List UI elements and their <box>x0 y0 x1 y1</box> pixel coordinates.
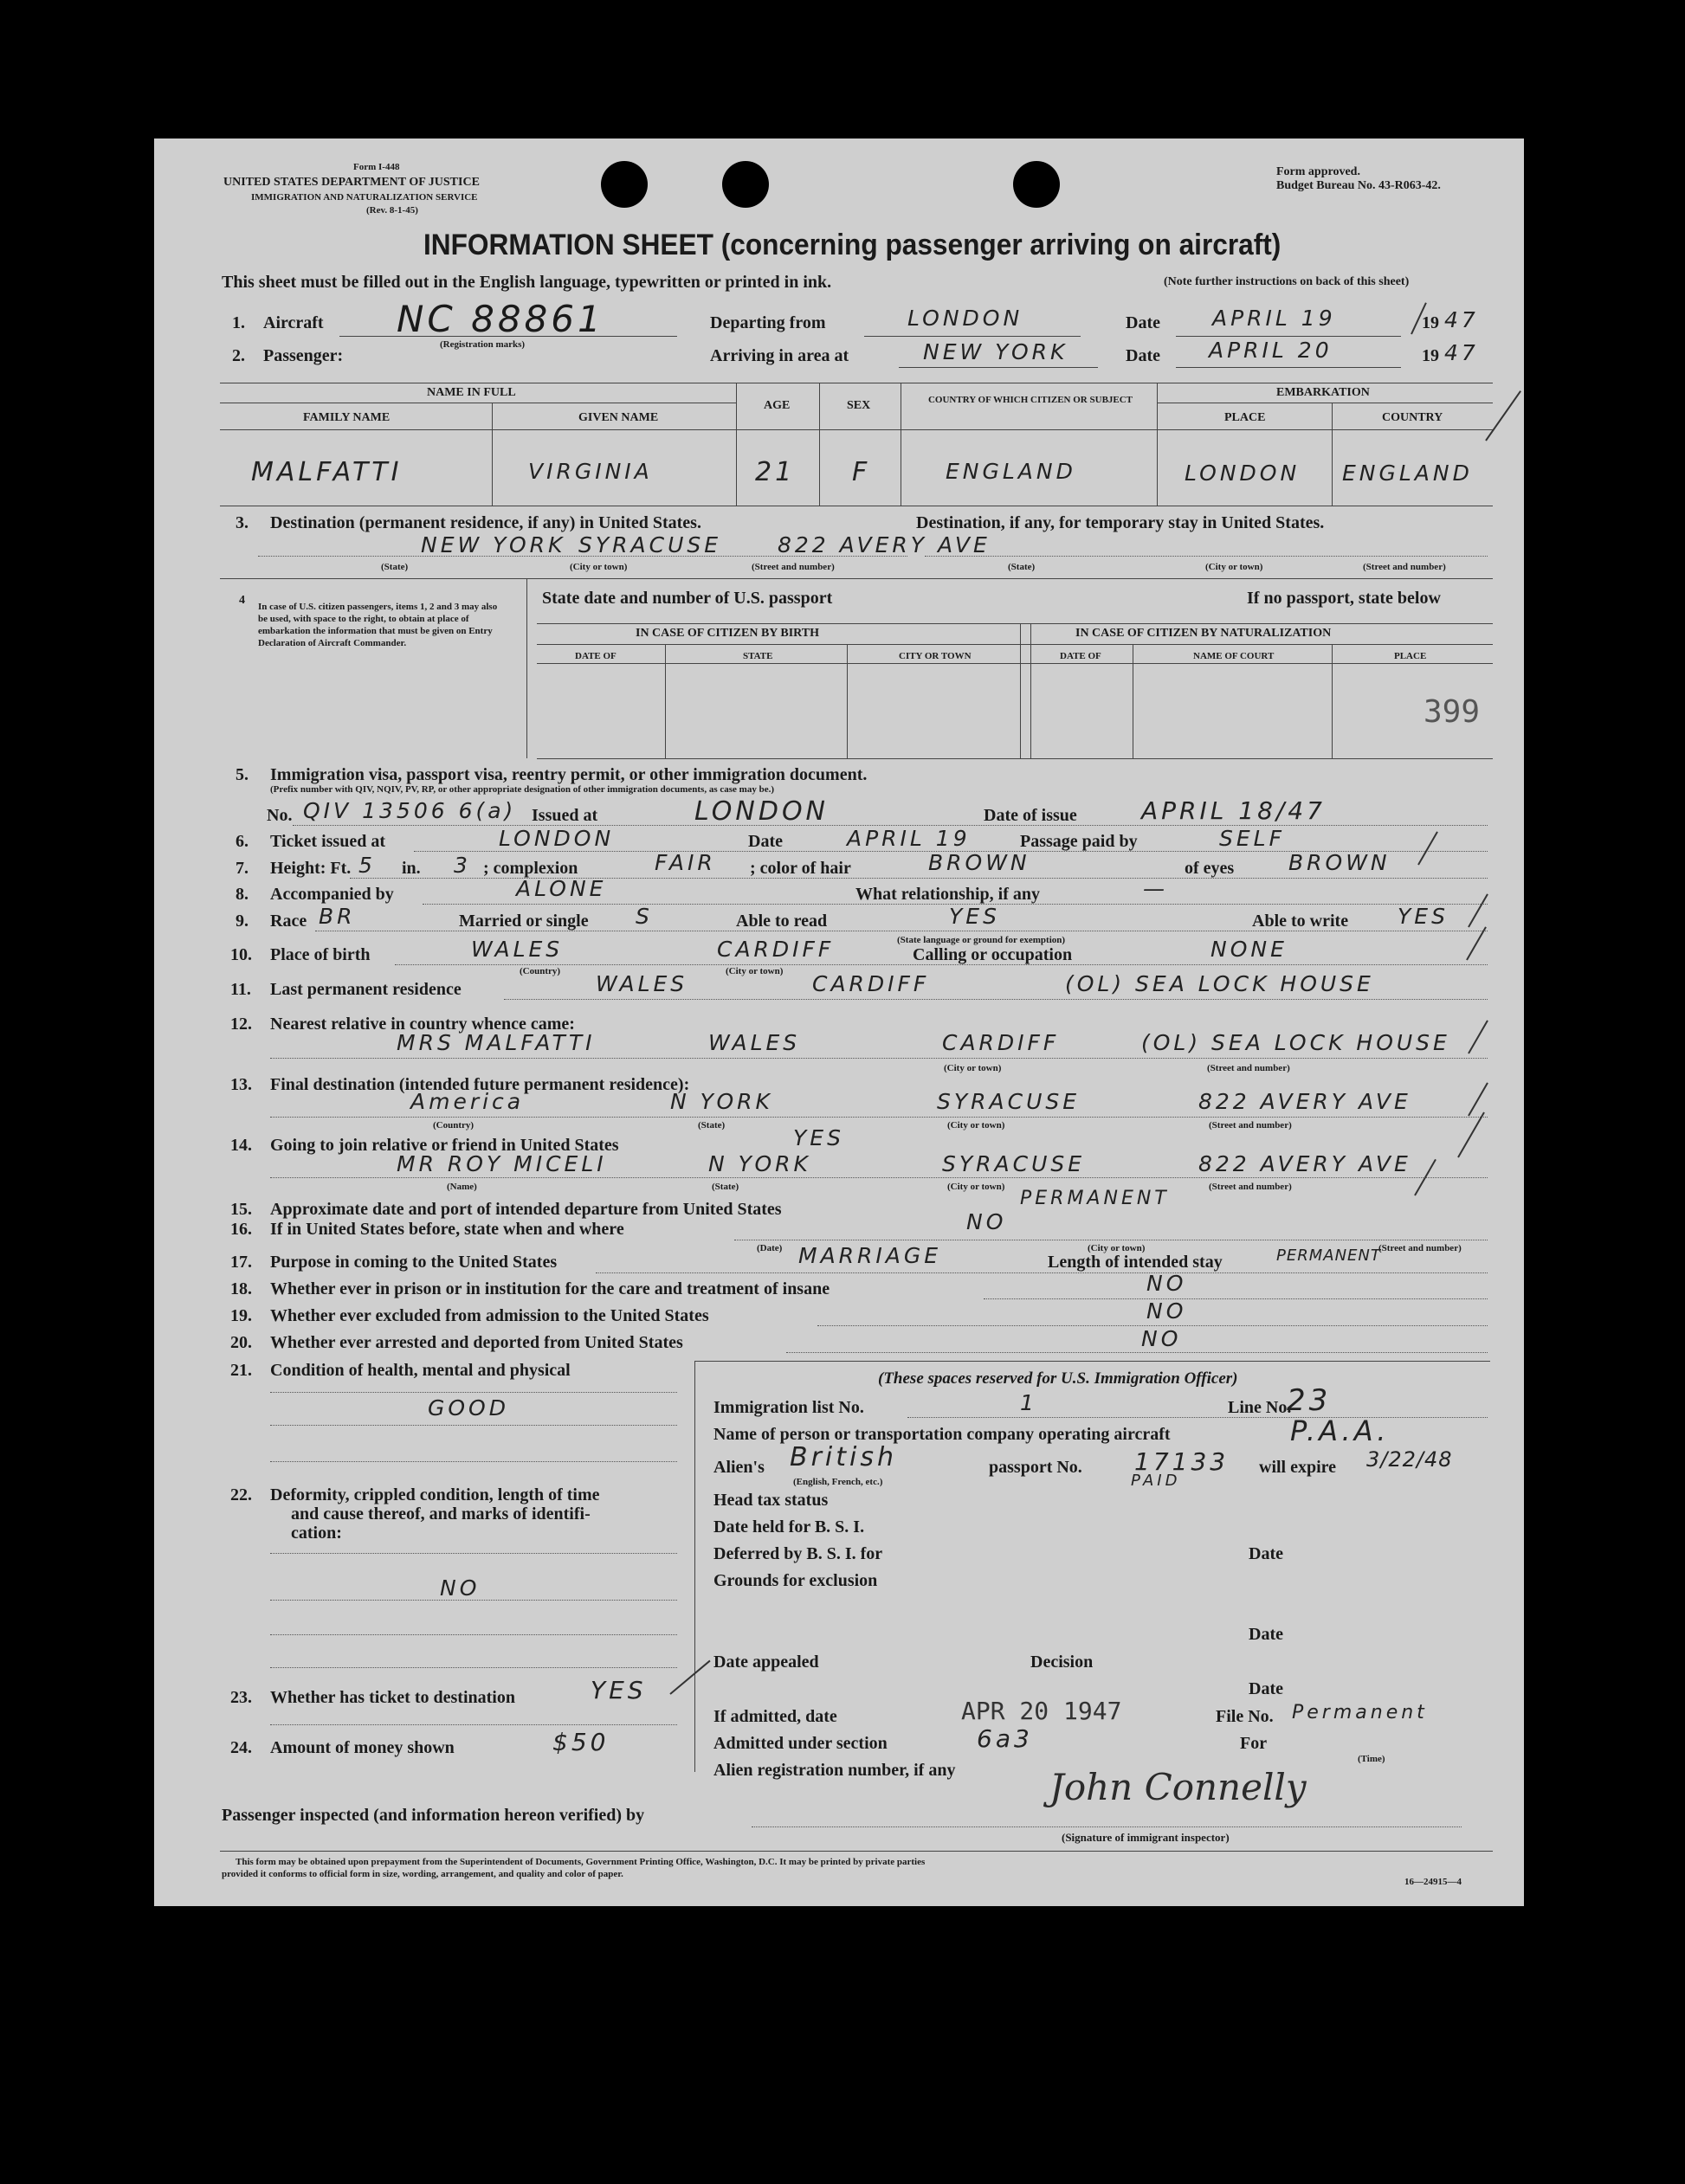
citizen-by-birth-header: IN CASE OF CITIZEN BY BIRTH <box>636 627 820 640</box>
deformity-label-3: cation: <box>291 1524 342 1543</box>
departure-value: PERMANENT <box>1020 1188 1170 1209</box>
expire-label: will expire <box>1259 1458 1337 1477</box>
line <box>984 1298 1488 1299</box>
inches-label: in. <box>402 859 421 878</box>
join-relative-yes: YES <box>793 1125 844 1150</box>
check-mark <box>1457 1112 1485 1158</box>
relative-street: (OL) SEA LOCK HOUSE <box>1141 1030 1450 1055</box>
caption-street: (Street and number) <box>752 562 835 572</box>
arrive-date-underline <box>1176 367 1401 368</box>
file-no-label: File No. <box>1216 1707 1274 1726</box>
fine-print-2: provided it conforms to official form in size, wording, arrangement, and quality and color of paper. <box>222 1869 623 1879</box>
destination-label: Destination (permanent residence, if any) in United States. <box>270 513 701 532</box>
line <box>270 1553 677 1554</box>
section-label: Admitted under section <box>713 1734 888 1753</box>
caption-country: (Country) <box>520 966 561 976</box>
departing-underline <box>864 336 1081 337</box>
temp-dest-line <box>925 556 1488 557</box>
deformity-value: NO <box>440 1575 481 1601</box>
friend-city: SYRACUSE <box>942 1151 1086 1176</box>
place-header: PLACE <box>1224 411 1266 424</box>
dest-city: SYRACUSE <box>578 532 722 557</box>
reg-marks-caption: (Registration marks) <box>440 339 526 350</box>
section4-subhead <box>537 644 1493 645</box>
line <box>504 999 1488 1000</box>
passport-label: passport No. <box>989 1458 1082 1477</box>
ticket-date-label: Date <box>748 832 783 851</box>
line <box>270 1634 677 1635</box>
arrive-date-value: APRIL 20 <box>1209 338 1333 363</box>
item-number: 10. <box>230 945 252 964</box>
time-caption: (Time) <box>1358 1754 1385 1764</box>
us-passport-label: State date and number of U.S. passport <box>542 589 833 608</box>
table-col-divider <box>492 403 493 506</box>
ticket-date-value: APRIL 19 <box>847 826 971 851</box>
caption-street: (Street and number) <box>1378 1243 1462 1253</box>
married-label: Married or single <box>459 912 589 931</box>
last-residence-label: Last permanent residence <box>270 980 462 999</box>
line <box>395 964 1488 965</box>
file-no-value: Permanent <box>1292 1702 1428 1723</box>
purpose-value: MARRIAGE <box>798 1243 942 1268</box>
final-city: SYRACUSE <box>937 1089 1081 1114</box>
complexion-label: ; complexion <box>483 859 578 878</box>
aircraft-label: Aircraft <box>263 313 324 332</box>
section4-col <box>1030 623 1031 758</box>
date-label: Date <box>1126 346 1160 365</box>
item-number: 22. <box>230 1485 252 1504</box>
passport-paid: PAID <box>1131 1472 1181 1490</box>
aircraft-value: NC 88861 <box>397 298 604 340</box>
item-number: 1. <box>232 313 245 332</box>
table-col-divider <box>819 383 820 506</box>
passage-paid-label: Passage paid by <box>1020 832 1138 851</box>
item-number: 2. <box>232 346 245 365</box>
deferred-date-label: Date <box>1249 1544 1283 1563</box>
height-inches: 3 <box>454 853 471 878</box>
item-number: 19. <box>230 1306 252 1325</box>
punch-hole-center <box>722 161 769 208</box>
sex-header: SEX <box>847 399 871 412</box>
item-number: 14. <box>230 1136 252 1155</box>
caption-street: (Street and number) <box>1209 1120 1292 1131</box>
form-number: Form I-448 <box>353 162 400 172</box>
court-header: NAME OF COURT <box>1193 651 1275 661</box>
footer-rule <box>220 1851 1493 1852</box>
caption-name: (Name) <box>447 1182 477 1192</box>
relative-country: WALES <box>708 1030 801 1055</box>
citizen-by-naturalization-header: IN CASE OF CITIZEN BY NATURALIZATION <box>1075 627 1332 640</box>
caption-city: (City or town) <box>726 966 784 976</box>
final-street: 822 AVERY AVE <box>1198 1089 1411 1114</box>
section4-bottom <box>537 758 1493 759</box>
inspected-by-label: Passenger inspected (and information hereon verified) by <box>222 1806 645 1825</box>
item-number: 13. <box>230 1075 252 1094</box>
held-bsi-label: Date held for B. S. I. <box>713 1517 865 1537</box>
date-of-issue-value: APRIL 18/47 <box>1141 796 1326 825</box>
caption-city: (City or town) <box>1088 1243 1146 1253</box>
section4-col <box>847 644 848 758</box>
height-label: Height: Ft. <box>270 859 352 878</box>
item-number: 23. <box>230 1688 252 1707</box>
signature-caption: (Signature of immigrant inspector) <box>1062 1831 1230 1844</box>
item-number: 9. <box>236 912 249 931</box>
deferred-label: Deferred by B. S. I. for <box>713 1544 883 1563</box>
inspector-signature: John Connelly <box>1049 1766 1307 1808</box>
write-value: YES <box>1398 904 1449 929</box>
previous-visit-label: If in United States before, state when and where <box>270 1220 624 1239</box>
grounds-date-label: Date <box>1249 1625 1283 1644</box>
grounds-label: Grounds for exclusion <box>713 1571 878 1590</box>
item-number: 7. <box>236 859 249 878</box>
final-destination-label: Final destination (intended future permanent residence): <box>270 1075 690 1094</box>
arriving-value: NEW YORK <box>923 339 1068 364</box>
previous-visit-value: NO <box>966 1209 1007 1234</box>
deformity-label-1: Deformity, crippled condition, length of time <box>270 1485 600 1504</box>
friend-street: 822 AVERY AVE <box>1198 1151 1411 1176</box>
issued-at-label: Issued at <box>532 806 598 825</box>
caption-state: (State) <box>712 1182 739 1192</box>
section4-head <box>537 623 1493 624</box>
stamped-number: 399 <box>1424 694 1481 730</box>
punch-hole-right <box>1013 161 1060 208</box>
line <box>270 1117 1488 1118</box>
money-value: $50 <box>552 1728 610 1756</box>
item-number: 4 <box>239 594 245 607</box>
caption-country: (Country) <box>433 1120 475 1131</box>
alien-caption: (English, French, etc.) <box>793 1477 883 1487</box>
item-number: 24. <box>230 1738 252 1757</box>
friend-state: N YORK <box>708 1151 811 1176</box>
occupation-value: NONE <box>1210 937 1288 962</box>
check-mark <box>1468 1082 1488 1116</box>
instructions-note: (Note further instructions on back of this sheet) <box>1164 275 1410 288</box>
dest-state: NEW YORK <box>421 532 566 557</box>
check-mark <box>1468 893 1488 927</box>
purpose-label: Purpose in coming to the United States <box>270 1253 558 1272</box>
subtitle: This sheet must be filled out in the English language, typewritten or printed in ink. <box>222 273 832 292</box>
admitted-label: If admitted, date <box>713 1707 837 1726</box>
birth-city: CARDIFF <box>717 937 835 962</box>
caption-state: (State) <box>381 562 409 572</box>
last-residence-city: CARDIFF <box>812 971 930 996</box>
accompanied-label: Accompanied by <box>270 885 394 904</box>
birth-place-label: Place of birth <box>270 945 371 964</box>
alien-label: Alien's <box>713 1458 765 1477</box>
appealed-label: Date appealed <box>713 1652 819 1672</box>
friend-name: MR ROY MICELI <box>397 1151 607 1176</box>
depart-year: 47 <box>1444 307 1479 332</box>
caption-street: (Street and number) <box>1209 1182 1292 1192</box>
item-number: 11. <box>230 980 251 999</box>
caption-street: (Street and number) <box>1363 562 1446 572</box>
caption-city: (City or town) <box>947 1120 1005 1131</box>
date-of-issue-label: Date of issue <box>984 806 1077 825</box>
country2-header: COUNTRY <box>1382 411 1443 424</box>
service: IMMIGRATION AND NATURALIZATION SERVICE <box>251 192 478 203</box>
embarkation-header: EMBARKATION <box>1276 386 1370 399</box>
complexion-value: FAIR <box>655 850 716 875</box>
item-number: 20. <box>230 1333 252 1352</box>
form-sheet <box>154 139 1524 1906</box>
section4-col <box>665 644 666 758</box>
section4-top <box>220 578 1493 579</box>
prison-label: Whether ever in prison or in institution for the care and treatment of insane <box>270 1279 830 1298</box>
line <box>270 1600 677 1601</box>
excluded-value: NO <box>1146 1298 1187 1324</box>
passport-value: 17133 <box>1134 1447 1230 1476</box>
temp-destination-label: Destination, if any, for temporary stay in United States. <box>916 513 1325 532</box>
table-col-divider <box>1157 383 1158 506</box>
line <box>270 1724 677 1725</box>
join-relative-label: Going to join relative or friend in United States <box>270 1136 619 1155</box>
line-no-label: Line No. <box>1228 1398 1292 1417</box>
race-label: Race <box>270 912 307 931</box>
table-header-bottom <box>220 429 1493 430</box>
ticket-destination-label: Whether has ticket to destination <box>270 1688 515 1707</box>
admitted-stamp: APR 20 1947 <box>961 1697 1122 1725</box>
doc-number-value: QIV 13506 6(a) <box>303 798 517 823</box>
deformity-label-2: and cause thereof, and marks of identifi- <box>291 1504 591 1524</box>
final-country: America <box>410 1089 525 1114</box>
sex-value: F <box>852 457 871 487</box>
issued-at-value: LONDON <box>694 796 830 827</box>
read-value: YES <box>949 904 1000 929</box>
age-header: AGE <box>764 399 791 412</box>
item-number: 5. <box>236 765 249 784</box>
decision-label: Decision <box>1030 1652 1094 1672</box>
form-code: 16—24915—4 <box>1404 1877 1462 1887</box>
ticket-issued-value: LONDON <box>499 826 615 851</box>
date-of-header: DATE OF <box>1060 651 1101 661</box>
department: UNITED STATES DEPARTMENT OF JUSTICE <box>223 176 480 189</box>
company-label: Name of person or transportation company operating aircraft <box>713 1425 1171 1444</box>
prefix-note: (Prefix number with QIV, NQIV, PV, RP, or other appropriate designation of other immigration documents, as case may be.) <box>270 784 774 795</box>
caption-city: (City or town) <box>1205 562 1263 572</box>
caption-city: (City or town) <box>570 562 628 572</box>
punch-hole-left <box>601 161 648 208</box>
passage-paid-value: SELF <box>1219 826 1285 851</box>
line <box>270 1667 677 1668</box>
line <box>270 1392 677 1393</box>
language-caption: (State language or ground for exemption) <box>897 935 1066 945</box>
doc-no-label: No. <box>267 806 293 825</box>
line <box>270 1058 1488 1059</box>
given-name-value: VIRGINIA <box>528 459 653 484</box>
citizen-note: In case of U.S. citizen passengers, items 1, 2 and 3 may also be used, with space to the right, to obtain at place of embarkation the information that must be given on Entry Declaration of Aircraft Commander. <box>258 602 498 648</box>
last-residence-street: (OL) SEA LOCK HOUSE <box>1065 971 1374 996</box>
decision-date-label: Date <box>1249 1679 1283 1698</box>
revision: (Rev. 8-1-45) <box>366 205 418 216</box>
depart-date-value: APRIL 19 <box>1212 306 1336 331</box>
eyes-label: of eyes <box>1185 859 1235 878</box>
embark-place-value: LONDON <box>1185 461 1301 486</box>
occupation-label: Calling or occupation <box>913 945 1073 964</box>
place-header: PLACE <box>1394 651 1427 661</box>
passenger-label: Passenger: <box>263 346 344 365</box>
name-in-full-header: NAME IN FULL <box>427 386 516 399</box>
caption-state: (State) <box>698 1120 726 1131</box>
relative-name: MRS MALFATTI <box>397 1030 596 1055</box>
table-col-divider <box>1332 403 1333 506</box>
arriving-label: Arriving in area at <box>710 346 849 365</box>
page-title: INFORMATION SHEET (concerning passenger arriving on aircraft) <box>423 229 1282 261</box>
line <box>786 1352 1488 1353</box>
section4-col <box>1020 623 1021 758</box>
item-number: 15. <box>230 1200 252 1219</box>
immigration-doc-label: Immigration visa, passport visa, reentry permit, or other immigration document. <box>270 765 868 784</box>
check-mark <box>1468 1020 1488 1053</box>
fine-print-1: This form may be obtained upon prepayment from the Superintendent of Documents, Government Printing Office, Washington, D.C. It may be printed by private parties <box>236 1857 926 1867</box>
check-mark <box>1417 831 1438 865</box>
departing-label: Departing from <box>710 313 826 332</box>
caption-state: (State) <box>1008 562 1036 572</box>
relationship-value: — <box>1143 876 1168 901</box>
hair-value: BROWN <box>928 850 1030 875</box>
line-no-value: 23 <box>1287 1383 1332 1418</box>
check-mark <box>1466 926 1487 960</box>
prison-value: NO <box>1146 1271 1187 1296</box>
caption-city: (City or town) <box>944 1063 1002 1073</box>
company-value: P.A.A. <box>1290 1414 1390 1447</box>
family-name-header: FAMILY NAME <box>303 411 391 424</box>
arrested-value: NO <box>1141 1326 1182 1351</box>
nearest-relative-label: Nearest relative in country whence came: <box>270 1015 575 1034</box>
date-of-header: DATE OF <box>575 651 617 661</box>
ticket-issued-label: Ticket issued at <box>270 832 385 851</box>
arrested-label: Whether ever arrested and deported from United States <box>270 1333 683 1352</box>
item-number: 17. <box>230 1253 252 1272</box>
read-label: Able to read <box>736 912 828 931</box>
health-label: Condition of health, mental and physical <box>270 1361 571 1380</box>
height-feet: 5 <box>358 853 376 878</box>
city-header: CITY OR TOWN <box>899 651 972 661</box>
item-number: 16. <box>230 1220 252 1239</box>
caption-date: (Date) <box>757 1243 783 1253</box>
health-value: GOOD <box>428 1395 509 1421</box>
line <box>907 1417 1488 1418</box>
country-value: ENGLAND <box>946 459 1076 484</box>
item-number: 18. <box>230 1279 252 1298</box>
birth-country: WALES <box>471 937 564 962</box>
budget-bureau: Budget Bureau No. 43-R063-42. <box>1276 179 1441 192</box>
table-col-divider <box>736 383 737 506</box>
immigration-list-label: Immigration list No. <box>713 1398 864 1417</box>
section4-col <box>1332 644 1333 758</box>
stay-label: Length of intended stay <box>1048 1253 1223 1272</box>
departure-label: Approximate date and port of intended departure from United States <box>270 1200 782 1219</box>
married-value: S <box>636 904 653 929</box>
excluded-label: Whether ever excluded from admission to the United States <box>270 1306 709 1325</box>
caption-street: (Street and number) <box>1207 1063 1290 1073</box>
form-approved: Form approved. <box>1276 165 1360 178</box>
dest-street: 822 AVERY AVE <box>778 532 991 557</box>
alien-nationality: British <box>790 1442 897 1472</box>
hair-label: ; color of hair <box>750 859 851 878</box>
signature-line <box>752 1826 1462 1827</box>
item-number: 8. <box>236 885 249 904</box>
final-state: N YORK <box>670 1089 773 1114</box>
section4-colhead <box>537 663 1493 664</box>
line <box>270 1425 677 1426</box>
stay-value: PERMANENT <box>1276 1247 1381 1265</box>
relationship-label: What relationship, if any <box>855 885 1040 904</box>
ticket-destination-value: YES <box>591 1676 647 1704</box>
line <box>270 1461 677 1462</box>
state-header: STATE <box>743 651 773 661</box>
caption-city: (City or town) <box>947 1182 1005 1192</box>
country-header: COUNTRY OF WHICH CITIZEN OR SUBJECT <box>927 395 1133 405</box>
arrive-year-prefix: 19 <box>1422 346 1439 365</box>
money-label: Amount of money shown <box>270 1738 455 1757</box>
write-label: Able to write <box>1252 912 1349 931</box>
alien-registration-label: Alien registration number, if any <box>713 1761 956 1780</box>
section4-divider <box>526 578 527 758</box>
departing-value: LONDON <box>907 306 1023 331</box>
for-label: For <box>1240 1734 1268 1753</box>
line <box>596 1272 1488 1273</box>
line <box>270 1177 1488 1178</box>
item-number: 6. <box>236 832 249 851</box>
arrive-year: 47 <box>1444 340 1479 365</box>
accompanied-value: ALONE <box>516 876 607 901</box>
arriving-underline <box>899 367 1098 368</box>
last-residence-country: WALES <box>596 971 688 996</box>
embark-country-value: ENGLAND <box>1342 461 1473 486</box>
depart-date-underline <box>1176 336 1401 337</box>
check-mark <box>1485 390 1521 441</box>
item-number: 3. <box>236 513 249 532</box>
race-value: BR <box>319 904 356 929</box>
depart-year-prefix: 19 <box>1422 313 1439 332</box>
aircraft-underline <box>339 336 677 337</box>
eyes-value: BROWN <box>1288 850 1391 875</box>
dest-line <box>258 556 907 557</box>
expire-value: 3/22/48 <box>1366 1447 1453 1472</box>
immigration-list-value: 1 <box>1020 1390 1037 1415</box>
relative-city: CARDIFF <box>942 1030 1060 1055</box>
no-passport-label: If no passport, state below <box>1247 589 1441 608</box>
section-value: 6a3 <box>977 1724 1033 1753</box>
item-number: 12. <box>230 1015 252 1034</box>
family-name-value: MALFATTI <box>251 457 403 487</box>
head-tax-label: Head tax status <box>713 1491 829 1510</box>
date-label: Date <box>1126 313 1160 332</box>
item-number: 21. <box>230 1361 252 1380</box>
age-value: 21 <box>755 457 796 487</box>
officer-box-title: (These spaces reserved for U.S. Immigration Officer) <box>878 1369 1238 1388</box>
given-name-header: GIVEN NAME <box>578 411 659 424</box>
